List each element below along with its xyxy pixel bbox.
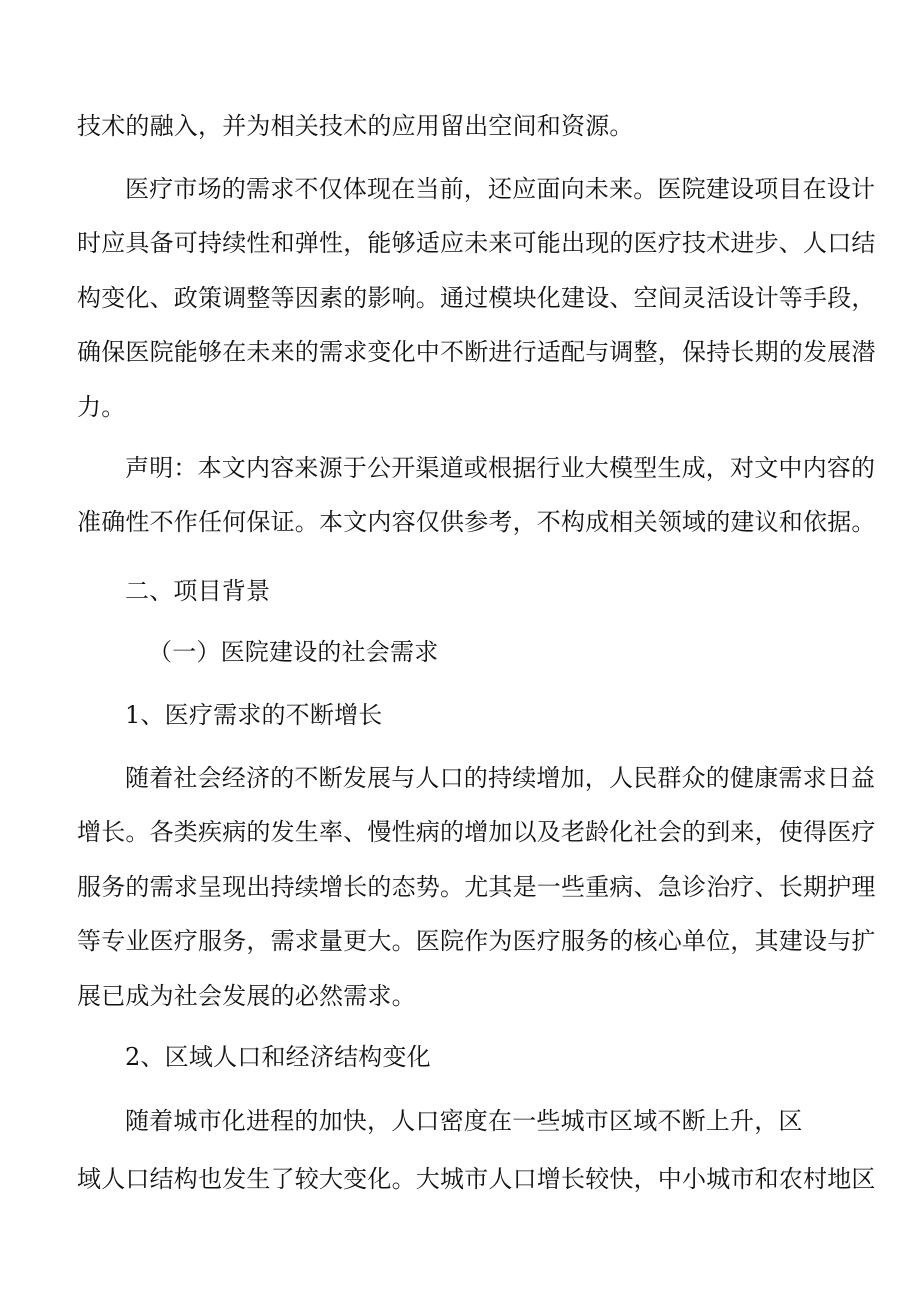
item-heading: 1、医疗需求的不断增长 <box>125 701 383 729</box>
paragraph-line: 随着城市化进程的加快，人口密度在一些城市区域不断上升，区 <box>125 1107 803 1135</box>
subsection-heading: （一）医院建设的社会需求 <box>148 638 439 666</box>
paragraph-line: 等专业医疗服务，需求量更大。医院作为医疗服务的核心单位，其建设与扩 <box>77 927 876 955</box>
paragraph-line: 构变化、政策调整等因素的影响。通过模块化建设、空间灵活设计等手段， <box>77 284 876 312</box>
paragraph-line: 增长。各类疾病的发生率、慢性病的增加以及老龄化社会的到来，使得医疗 <box>77 818 876 846</box>
paragraph-line: 时应具备可持续性和弹性，能够适应未来可能出现的医疗技术进步、人口结 <box>77 229 876 257</box>
disclaimer-line: 准确性不作任何保证。本文内容仅供参考，不构成相关领域的建议和依据。 <box>77 508 876 536</box>
paragraph-line: 力。 <box>77 393 126 421</box>
section-heading: 二、项目背景 <box>125 577 271 605</box>
paragraph-line: 域人口结构也发生了较大变化。大城市人口增长较快，中小城市和农村地区 <box>77 1165 876 1193</box>
paragraph-line: 服务的需求呈现出持续增长的态势。尤其是一些重病、急诊治疗、长期护理 <box>77 873 876 901</box>
paragraph-line: 技术的融入，并为相关技术的应用留出空间和资源。 <box>77 112 634 140</box>
paragraph-line: 医疗市场的需求不仅体现在当前，还应面向未来。医院建设项目在设计 <box>125 175 876 203</box>
item-heading: 2、区域人口和经济结构变化 <box>125 1043 431 1071</box>
paragraph-line: 确保医院能够在未来的需求变化中不断进行适配与调整，保持长期的发展潜 <box>77 338 876 366</box>
paragraph-line: 随着社会经济的不断发展与人口的持续增加，人民群众的健康需求日益 <box>125 764 876 792</box>
disclaimer-line: 声明：本文内容来源于公开渠道或根据行业大模型生成，对文中内容的 <box>125 454 876 482</box>
paragraph-line: 展已成为社会发展的必然需求。 <box>77 982 416 1010</box>
